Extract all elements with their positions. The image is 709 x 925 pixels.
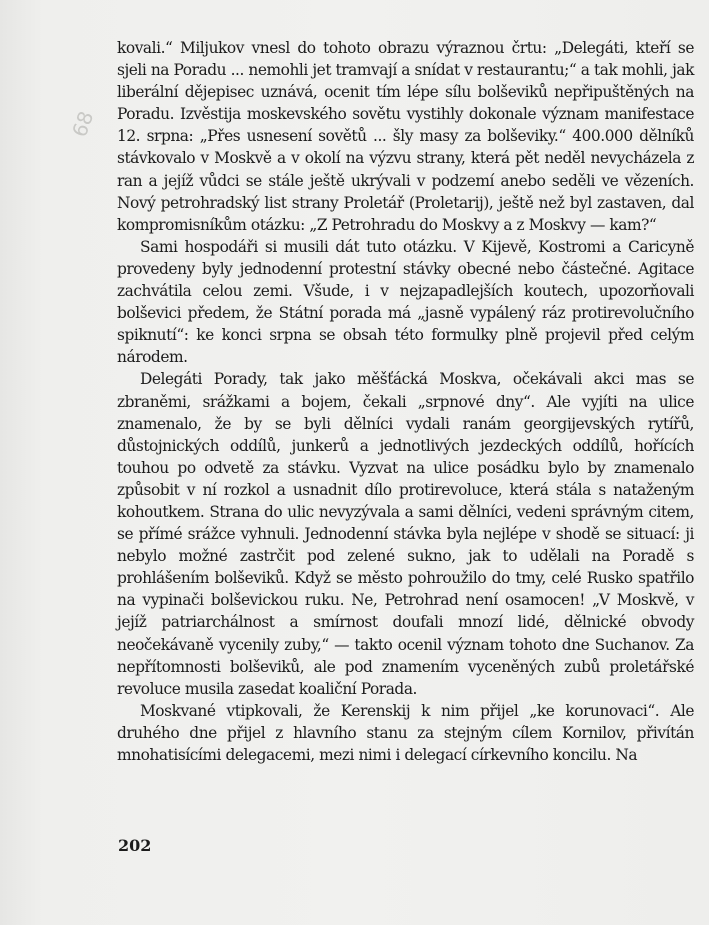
paragraph: Delegáti Porady, tak jako měšťácká Moskva, očekávali akci mas se zbraněmi, srážkami a bojem, čekali „srpnové dny“. Ale vyjíti na ulice znamenalo, že by se byli dělníci vydali ranám georgijevských rytířů, důstojnických oddílů, junkerů a jednotlivých jezdeckých oddílů, hořících touhou po odvetě za stávku. Vyzvat na ulice posádku bylo by znamenalo způsobit v ní rozkol a usnadnit dílo protirevoluce, která stála s nataženým kohoutkem. Strana do ulic nevyzývala a sami dělníci, vedeni správným citem, se přímé srážce vyhnuli. Jednodenní stávka byla nejlépe v shodě se situací: ji nebylo možné zastrčit pod zelené sukno, jak to udělali na Poradě s prohlášením bolševiků. Když se město pohroužilo do tmy, celé Rusko spatřilo na vypinači bolševickou ruku. Ne, Petrohrad není osamocen! „V Moskvě, v jejíž patriarchálnost a smírnost doufali mnozí lidé, dělnické obvody neočekávaně vycenily zuby,“ — takto ocenil význam tohoto dne Suchanov. Za nepřítomnosti bolševiků, ale pod znamením vyceněných zubů proletářské revoluce musila zasedat koaliční Porada.	[117, 370, 694, 698]
paragraph: Moskvané vtipkovali, že Kerenskij k nim přijel „ke korunovaci“. Ale druhého dne přijel z hlavního stanu za stejným cílem Kornilov, přivítán mnohatisícími delegacemi, mezi nimi i delegací církevního koncilu. Na	[117, 701, 694, 764]
paragraph: Sami hospodáři si musili dát tuto otázku. V Kijevě, Kostromi a Caricyně provedeny byly jednodenní protestní stávky obecné nebo částečné. Agitace zachvátila celou zemi. Všude, i v nejzapadlejších koutech, upozorňovali bolševici předem, že Státní porada má „jasně vypálený ráz protirevolučního spiknutí“: ke konci srpna se obsah této formulky plně projevil před celým národem.	[117, 237, 694, 367]
pencil-annotation: 68	[67, 107, 99, 141]
page-number: 202	[118, 836, 152, 855]
body-text	[117, 37, 694, 766]
paragraph-continuation: kovali.“ Miljukov vnesl do tohoto obrazu výraznou črtu: „Delegáti, kteří se sjeli na Poradu ... nemohli jet tramvají a snídat v restaurantu;“ a tak mohli, jak liberální dějepisec uznává, ocenit tím lépe sílu bolševiků nepřipuštěných na Poradu. Izvěstija moskevského sovětu vystihly dokonale význam manifestace 12. srpna: „Přes usnesení sovětů ... šly masy za bolševiky.“ 400.000 dělníků stávkovalo v Moskvě a v okolí na výzvu strany, která pět neděl nevycházela z ran a jejíž vůdci se stále ještě ukrývali v podzemí anebo seděli ve vězeních. Nový petrohradský list strany Proletář (Proletarij), ještě než byl zastaven, dal kompromisníkům otázku: „Z Petrohradu do Moskvy a z Moskvy — kam?“	[117, 39, 694, 234]
